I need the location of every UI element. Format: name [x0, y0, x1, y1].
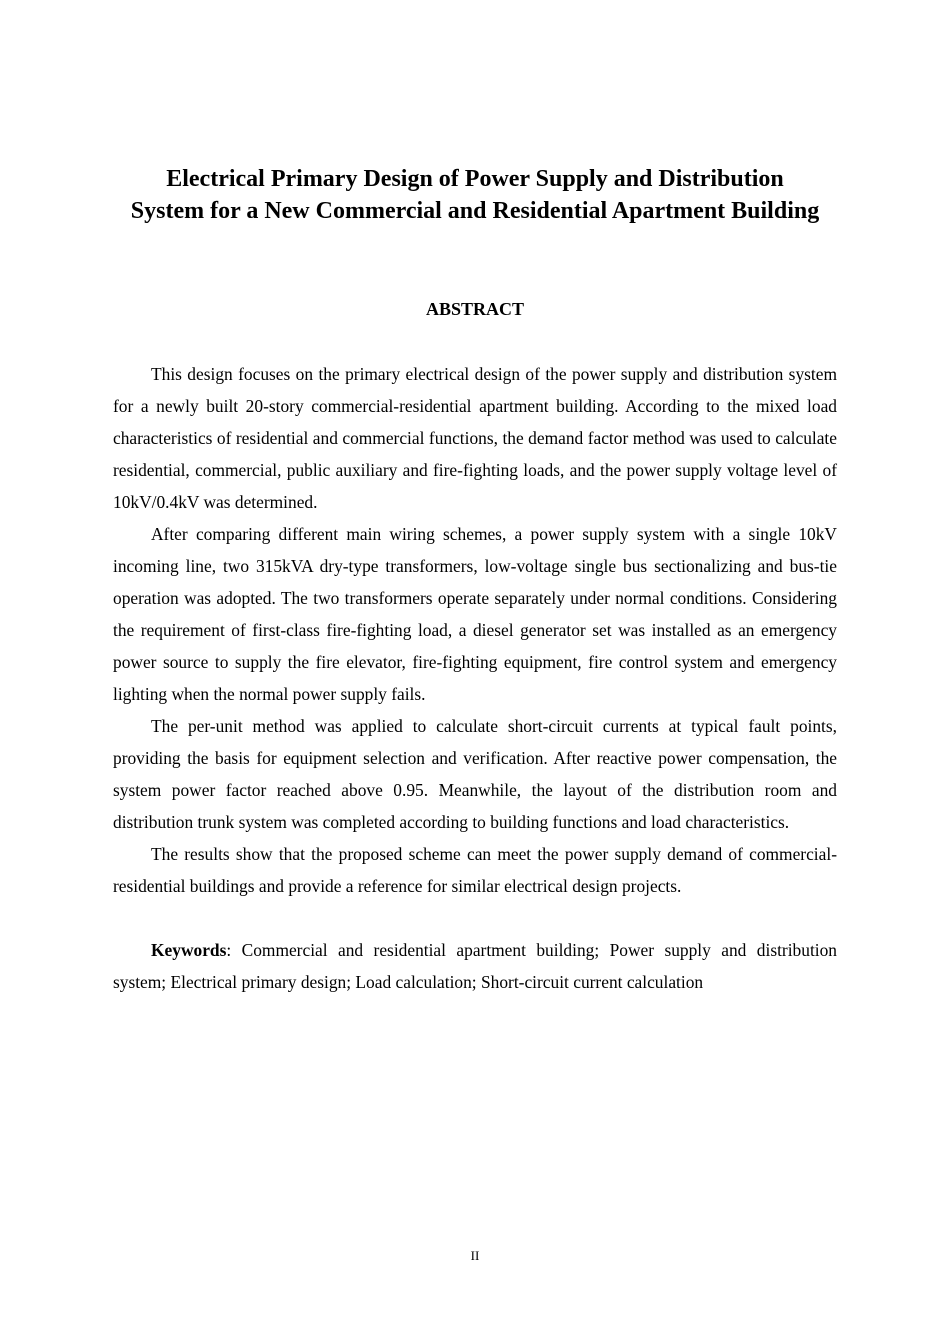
abstract-paragraph-2: After comparing different main wiring schemes, a power supply system with a single 10kV incoming line, two 315kVA dry-type transformers, low-voltage single bus sectionalizing and bus-tie operation was adopted. The two transformers operate separately under normal conditions. Considering the requirement of first-class fire-fighting load, a diesel generator set was installed as an emergency power source to supply the fire elevator, fire-fighting equipment, fire control system and emergency lighting when the normal power supply fails.: [113, 524, 837, 704]
abstract-paragraph-3: The per-unit method was applied to calculate short-circuit currents at typical fault points, providing the basis for equipment selection and verification. After reactive power compensation, the system power factor reached above 0.95. Meanwhile, the layout of the distribution room and distribution trunk system was completed according to building functions and load characteristics.: [113, 716, 837, 832]
keywords-line: [113, 934, 837, 998]
abstract-paragraph-1: This design focuses on the primary electrical design of the power supply and distribution system for a newly built 20-story commercial-residential apartment building. According to the mixed load characteristics of residential and commercial functions, the demand factor method was used to calculate residential, commercial, public auxiliary and fire-fighting loads, and the power supply voltage level of 10kV/0.4kV was determined.: [113, 364, 837, 512]
keywords-label: Keywords: [151, 940, 227, 960]
document-title: Electrical Primary Design of Power Supply and Distribution System for a New Commercial and Residential Apartment Building: [130, 166, 820, 224]
abstract-paragraph-4: The results show that the proposed scheme can meet the power supply demand of commercial-residential buildings and provide a reference for similar electrical design projects.: [113, 844, 837, 896]
abstract-body: [113, 358, 837, 998]
keywords-text: : Commercial and residential apartment building; Power supply and distribution system; Electrical primary design; Load calculation; Short-circuit current calculation: [113, 940, 837, 992]
page-number: II: [470, 1248, 480, 1263]
abstract-heading: ABSTRACT: [425, 299, 525, 319]
